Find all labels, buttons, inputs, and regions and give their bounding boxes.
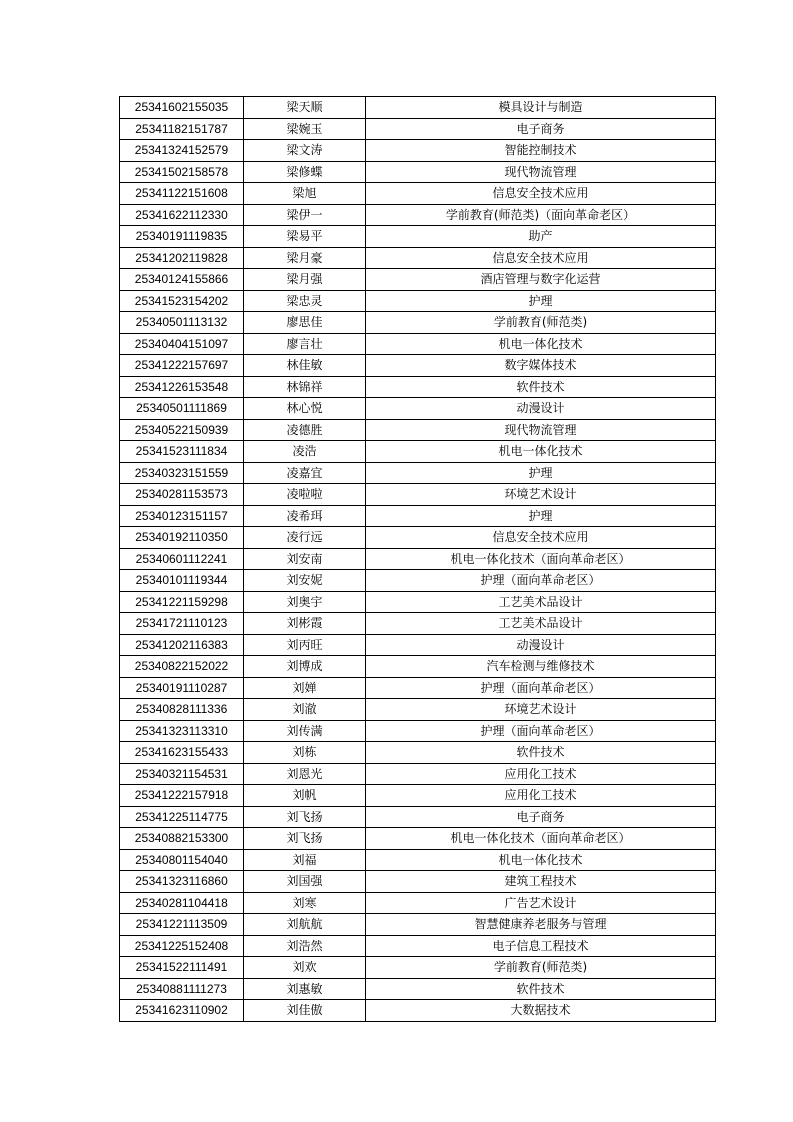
student-name-cell: 凌啦啦 [244,484,366,506]
student-id-cell: 25340522150939 [120,419,244,441]
major-cell: 软件技术 [366,742,716,764]
student-name-cell: 林锦祥 [244,376,366,398]
student-name-cell: 刘安南 [244,548,366,570]
major-cell: 动漫设计 [366,634,716,656]
student-id-cell: 25340881111273 [120,978,244,1000]
table-row [120,161,716,183]
major-cell: 应用化工技术 [366,785,716,807]
student-id-cell: 25341225114775 [120,806,244,828]
student-id-cell: 25341202119828 [120,247,244,269]
major-cell: 机电一体化技术 [366,849,716,871]
table-row [120,462,716,484]
student-id-cell: 25341221159298 [120,591,244,613]
student-id-cell: 25340101119344 [120,570,244,592]
student-name-cell: 刘婵 [244,677,366,699]
table-row [120,140,716,162]
major-cell: 现代物流管理 [366,161,716,183]
student-name-cell: 刘奥宇 [244,591,366,613]
table-row [120,484,716,506]
major-cell: 智能控制技术 [366,140,716,162]
student-name-cell: 梁天顺 [244,97,366,119]
table-row [120,591,716,613]
table-row [120,376,716,398]
student-id-cell: 25341323113310 [120,720,244,742]
student-name-cell: 凌希珥 [244,505,366,527]
major-cell: 护理（面向革命老区） [366,720,716,742]
table-row [120,1000,716,1022]
table-row [120,226,716,248]
major-cell: 信息安全技术应用 [366,247,716,269]
student-id-cell: 25340191119835 [120,226,244,248]
student-name-cell: 刘博成 [244,656,366,678]
roster-table [119,96,716,1022]
student-id-cell: 25341622112330 [120,204,244,226]
student-name-cell: 刘飞扬 [244,828,366,850]
student-id-cell: 25341182151787 [120,118,244,140]
student-id-cell: 25340501111869 [120,398,244,420]
table-row [120,957,716,979]
table-row [120,398,716,420]
major-cell: 软件技术 [366,978,716,1000]
student-name-cell: 凌浩 [244,441,366,463]
student-name-cell: 梁婉玉 [244,118,366,140]
student-id-cell: 25340281153573 [120,484,244,506]
student-name-cell: 刘福 [244,849,366,871]
table-row [120,978,716,1000]
table-row [120,656,716,678]
student-id-cell: 25340801154040 [120,849,244,871]
table-row [120,806,716,828]
student-name-cell: 梁修蝶 [244,161,366,183]
table-row [120,247,716,269]
student-name-cell: 刘欢 [244,957,366,979]
table-row [120,935,716,957]
table-row [120,118,716,140]
student-name-cell: 凌行远 [244,527,366,549]
table-row [120,699,716,721]
student-name-cell: 林心悦 [244,398,366,420]
student-name-cell: 刘佳傲 [244,1000,366,1022]
student-id-cell: 25340404151097 [120,333,244,355]
major-cell: 护理 [366,290,716,312]
student-id-cell: 25341523111834 [120,441,244,463]
major-cell: 数字媒体技术 [366,355,716,377]
student-id-cell: 25340501113132 [120,312,244,334]
student-name-cell: 刘传满 [244,720,366,742]
student-id-cell: 25341323116860 [120,871,244,893]
student-id-cell: 25341523154202 [120,290,244,312]
student-name-cell: 梁月豪 [244,247,366,269]
student-id-cell: 25340192110350 [120,527,244,549]
major-cell: 机电一体化技术 [366,441,716,463]
student-name-cell: 刘彬霞 [244,613,366,635]
table-row [120,97,716,119]
student-id-cell: 25340323151559 [120,462,244,484]
table-row [120,505,716,527]
major-cell: 机电一体化技术 [366,333,716,355]
table-row [120,548,716,570]
student-id-cell: 25340882153300 [120,828,244,850]
major-cell: 广告艺术设计 [366,892,716,914]
major-cell: 信息安全技术应用 [366,527,716,549]
major-cell: 大数据技术 [366,1000,716,1022]
major-cell: 智慧健康养老服务与管理 [366,914,716,936]
student-id-cell: 25341324152579 [120,140,244,162]
table-row [120,849,716,871]
student-name-cell: 凌德胜 [244,419,366,441]
major-cell: 动漫设计 [366,398,716,420]
table-row [120,441,716,463]
student-id-cell: 25341202116383 [120,634,244,656]
student-name-cell: 廖言壮 [244,333,366,355]
student-id-cell: 25341226153548 [120,376,244,398]
student-name-cell: 梁月强 [244,269,366,291]
student-id-cell: 25340601112241 [120,548,244,570]
student-name-cell: 刘浩然 [244,935,366,957]
table-row [120,677,716,699]
student-name-cell: 刘帆 [244,785,366,807]
major-cell: 护理（面向革命老区） [366,677,716,699]
student-name-cell: 刘国强 [244,871,366,893]
major-cell: 应用化工技术 [366,763,716,785]
student-id-cell: 25341222157697 [120,355,244,377]
student-name-cell: 刘恩光 [244,763,366,785]
student-id-cell: 25341222157918 [120,785,244,807]
student-name-cell: 廖思佳 [244,312,366,334]
student-id-cell: 25341221113509 [120,914,244,936]
student-name-cell: 刘飞扬 [244,806,366,828]
major-cell: 信息安全技术应用 [366,183,716,205]
major-cell: 护理 [366,462,716,484]
student-name-cell: 梁旭 [244,183,366,205]
student-id-cell: 25341522111491 [120,957,244,979]
table-row [120,914,716,936]
major-cell: 学前教育(师范类) [366,312,716,334]
student-id-cell: 25340822152022 [120,656,244,678]
major-cell: 环境艺术设计 [366,484,716,506]
student-name-cell: 刘丙旺 [244,634,366,656]
table-row [120,892,716,914]
major-cell: 现代物流管理 [366,419,716,441]
student-name-cell: 刘安妮 [244,570,366,592]
table-row [120,204,716,226]
student-name-cell: 刘航航 [244,914,366,936]
table-row [120,355,716,377]
table-row [120,312,716,334]
major-cell: 护理 [366,505,716,527]
major-cell: 护理（面向革命老区） [366,570,716,592]
major-cell: 机电一体化技术（面向革命老区） [366,828,716,850]
major-cell: 机电一体化技术（面向革命老区） [366,548,716,570]
student-id-cell: 25341623155433 [120,742,244,764]
table-row [120,785,716,807]
major-cell: 学前教育(师范类)（面向革命老区） [366,204,716,226]
student-id-cell: 25341602155035 [120,97,244,119]
table-row [120,419,716,441]
student-name-cell: 梁忠灵 [244,290,366,312]
major-cell: 工艺美术品设计 [366,613,716,635]
table-row [120,634,716,656]
table-row [120,183,716,205]
table-row [120,269,716,291]
student-id-cell: 25341623110902 [120,1000,244,1022]
table-row [120,290,716,312]
major-cell: 电子商务 [366,118,716,140]
major-cell: 工艺美术品设计 [366,591,716,613]
major-cell: 助产 [366,226,716,248]
student-name-cell: 梁文涛 [244,140,366,162]
student-id-cell: 25340123151157 [120,505,244,527]
major-cell: 汽车检测与维修技术 [366,656,716,678]
student-id-cell: 25341721110123 [120,613,244,635]
major-cell: 酒店管理与数字化运营 [366,269,716,291]
student-name-cell: 刘栋 [244,742,366,764]
student-name-cell: 梁易平 [244,226,366,248]
student-name-cell: 刘澈 [244,699,366,721]
student-name-cell: 刘惠敏 [244,978,366,1000]
student-name-cell: 梁伊一 [244,204,366,226]
student-id-cell: 25340124155866 [120,269,244,291]
table-row [120,828,716,850]
major-cell: 模具设计与制造 [366,97,716,119]
major-cell: 建筑工程技术 [366,871,716,893]
table-row [120,333,716,355]
table-row [120,763,716,785]
table-row [120,742,716,764]
student-name-cell: 林佳敏 [244,355,366,377]
roster-table-body [120,97,716,1022]
table-row [120,527,716,549]
student-id-cell: 25340321154531 [120,763,244,785]
major-cell: 电子商务 [366,806,716,828]
student-id-cell: 25341502158578 [120,161,244,183]
student-id-cell: 25340828111336 [120,699,244,721]
student-id-cell: 25340281104418 [120,892,244,914]
student-id-cell: 25340191110287 [120,677,244,699]
student-name-cell: 刘寒 [244,892,366,914]
table-row [120,570,716,592]
major-cell: 环境艺术设计 [366,699,716,721]
table-row [120,871,716,893]
table-row [120,720,716,742]
major-cell: 电子信息工程技术 [366,935,716,957]
student-id-cell: 25341122151608 [120,183,244,205]
major-cell: 学前教育(师范类) [366,957,716,979]
major-cell: 软件技术 [366,376,716,398]
table-row [120,613,716,635]
student-name-cell: 凌嘉宜 [244,462,366,484]
student-id-cell: 25341225152408 [120,935,244,957]
